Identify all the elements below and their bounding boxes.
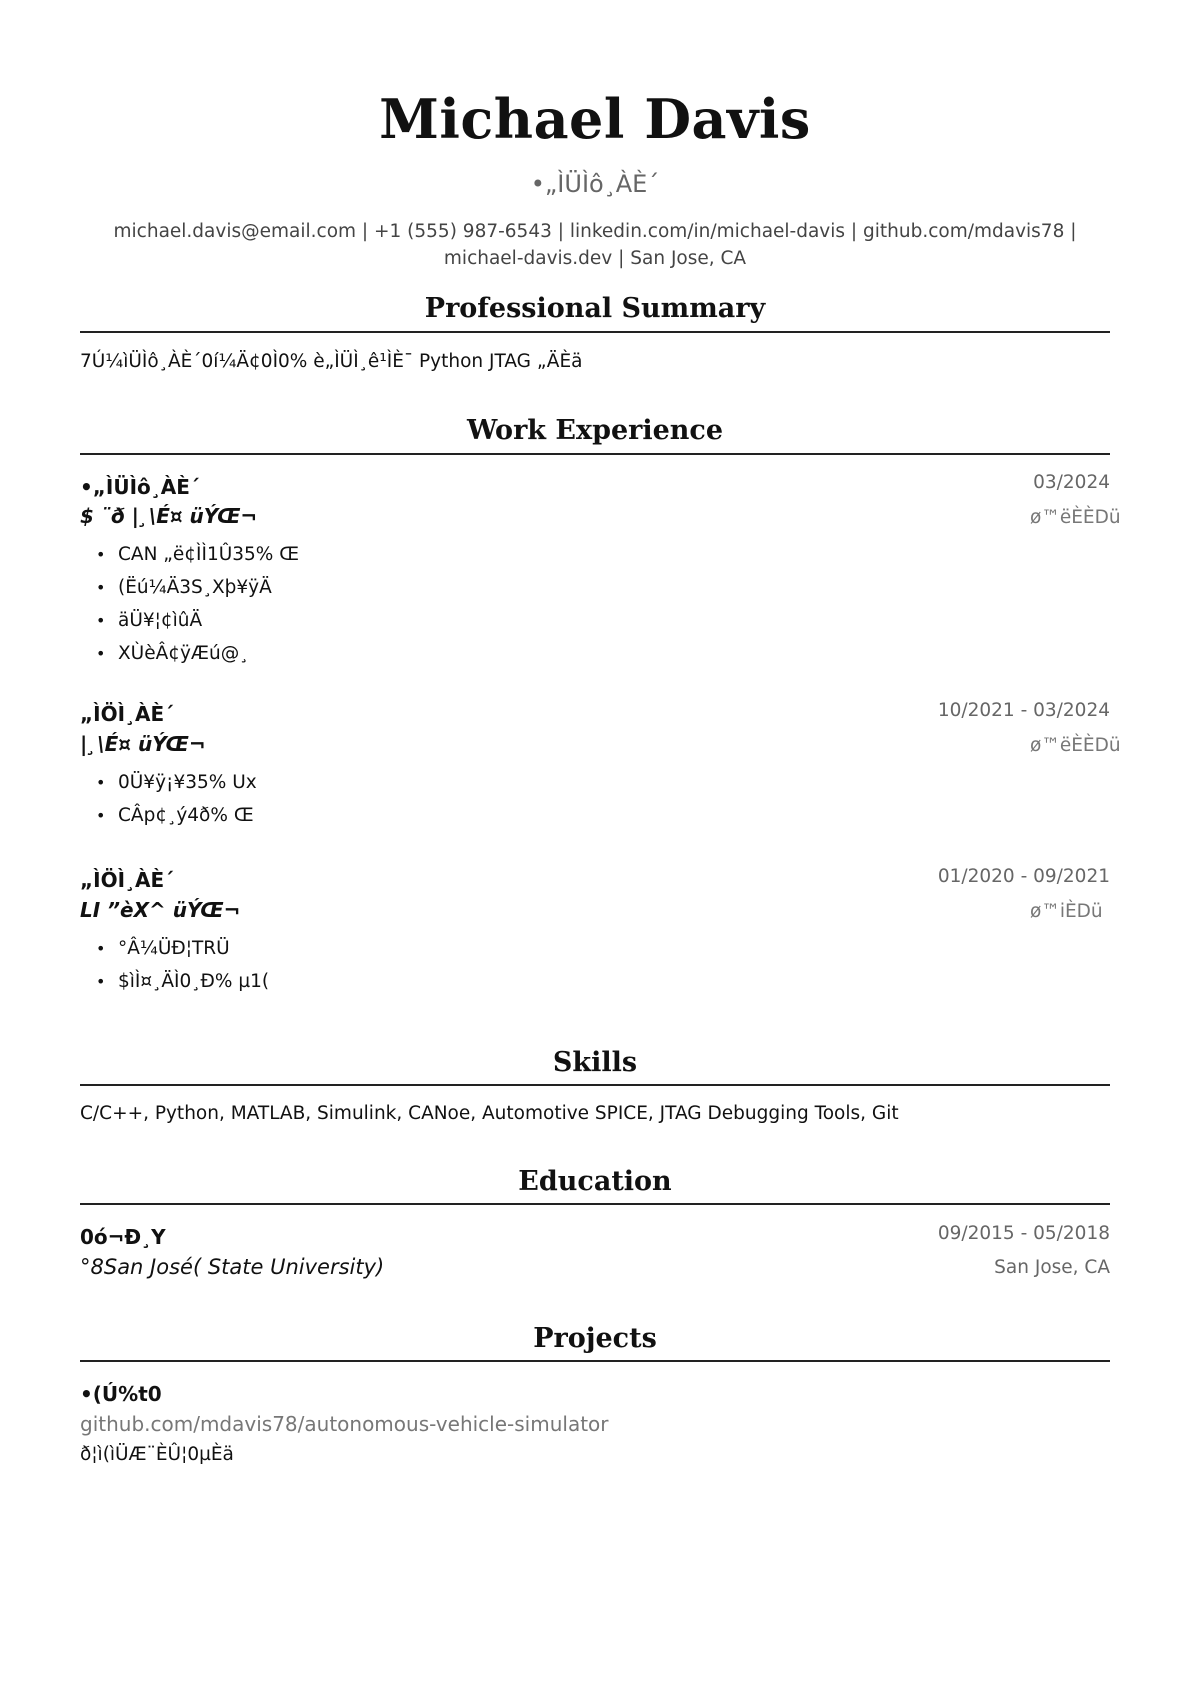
- job-title: •„ÌÜÌô¸ÀÈ´: [80, 475, 200, 499]
- bullet-item: • CAN „ë¢ÌÌ1Û35% Œ: [80, 538, 299, 571]
- education-date: 09/2015 - 05/2018: [937, 1223, 1110, 1244]
- education-location: San Jose, CA: [994, 1257, 1110, 1278]
- project-title: •(Ú%t0: [80, 1382, 162, 1406]
- job-date: 01/2020 - 09/2021: [937, 866, 1110, 887]
- bullet-item: • (Ëú¼Ä3S¸Xþ¥ÿÄ: [80, 571, 299, 604]
- job-company: |¸\É¤ üÝŒ¬: [80, 732, 206, 756]
- project-description: ð¦ì(ìÜÆ¨ÈÛ¦0µÈä: [80, 1444, 234, 1465]
- candidate-name: Michael Davis: [379, 87, 811, 151]
- job-date: 10/2021 - 03/2024: [937, 700, 1110, 721]
- job-company: LI ”èX^ üÝŒ¬: [80, 898, 241, 922]
- bullet-item: • äÜ¥¦¢ìûÄ: [80, 604, 299, 637]
- job-date: 03/2024: [1033, 472, 1110, 493]
- candidate-headline: •„ÌÜÌô¸ÀÈ´: [530, 170, 660, 198]
- job-location: ø™iÈDü: [1030, 901, 1103, 922]
- summary-text: 7Ú¼ìÜÌô¸ÀÈ´0í¼Ä¢0Ì0% è„ÌÜÌ¸ê¹ÌÈ¯ Python JTAG „ÄÈä: [80, 351, 583, 372]
- job-location: ø™ëÈÈDü: [1030, 507, 1121, 528]
- skills-heading: Skills: [552, 1047, 638, 1078]
- summary-heading: Professional Summary: [424, 293, 766, 324]
- projects-divider: [80, 1360, 1110, 1362]
- summary-divider: [80, 331, 1110, 333]
- education-heading: Education: [518, 1166, 672, 1197]
- bullet-item: • XÙèÂ¢ÿÆú@¸: [80, 637, 299, 670]
- skills-divider: [80, 1084, 1110, 1086]
- job-bullets: [80, 538, 299, 670]
- job-title: „ÌÖÌ¸ÀÈ´: [80, 868, 175, 892]
- education-school: °8San José( State University): [80, 1255, 385, 1279]
- bullet-item: • CÂp¢¸ý4ð% Œ: [80, 799, 257, 832]
- job-company: $ ¨ð |¸\É¤ üÝŒ¬: [80, 504, 258, 528]
- bullet-item: • $ìÌ¤¸ÄÌ0¸Ð% µ1(: [80, 965, 269, 998]
- project-link[interactable]: github.com/mdavis78/autonomous-vehicle-simulator: [80, 1412, 609, 1436]
- job-title: „ÌÖÌ¸ÀÈ´: [80, 702, 175, 726]
- bullet-item: • 0Ü¥ÿ¡¥35% Ux: [80, 766, 257, 799]
- contact-info: [80, 218, 1110, 272]
- contact-line-2: michael-davis.dev | San Jose, CA: [443, 248, 747, 269]
- education-degree: 0ó¬Ð¸Y: [80, 1225, 166, 1249]
- education-divider: [80, 1203, 1110, 1205]
- job-bullets: [80, 766, 257, 832]
- experience-divider: [80, 453, 1110, 455]
- experience-heading: Work Experience: [466, 415, 724, 446]
- bullet-item: • °Â¼ÜÐ¦TRÜ: [80, 932, 269, 965]
- skills-text: C/C++, Python, MATLAB, Simulink, CANoe, Automotive SPICE, JTAG Debugging Tools, Git: [80, 1103, 899, 1124]
- job-location: ø™ëÈÈDü: [1030, 735, 1121, 756]
- job-bullets: [80, 932, 269, 998]
- contact-line-1: michael.davis@email.com | +1 (555) 987-6543 | linkedin.com/in/michael-davis | github.com/mdavis78 |: [113, 221, 1077, 242]
- projects-heading: Projects: [533, 1323, 657, 1354]
